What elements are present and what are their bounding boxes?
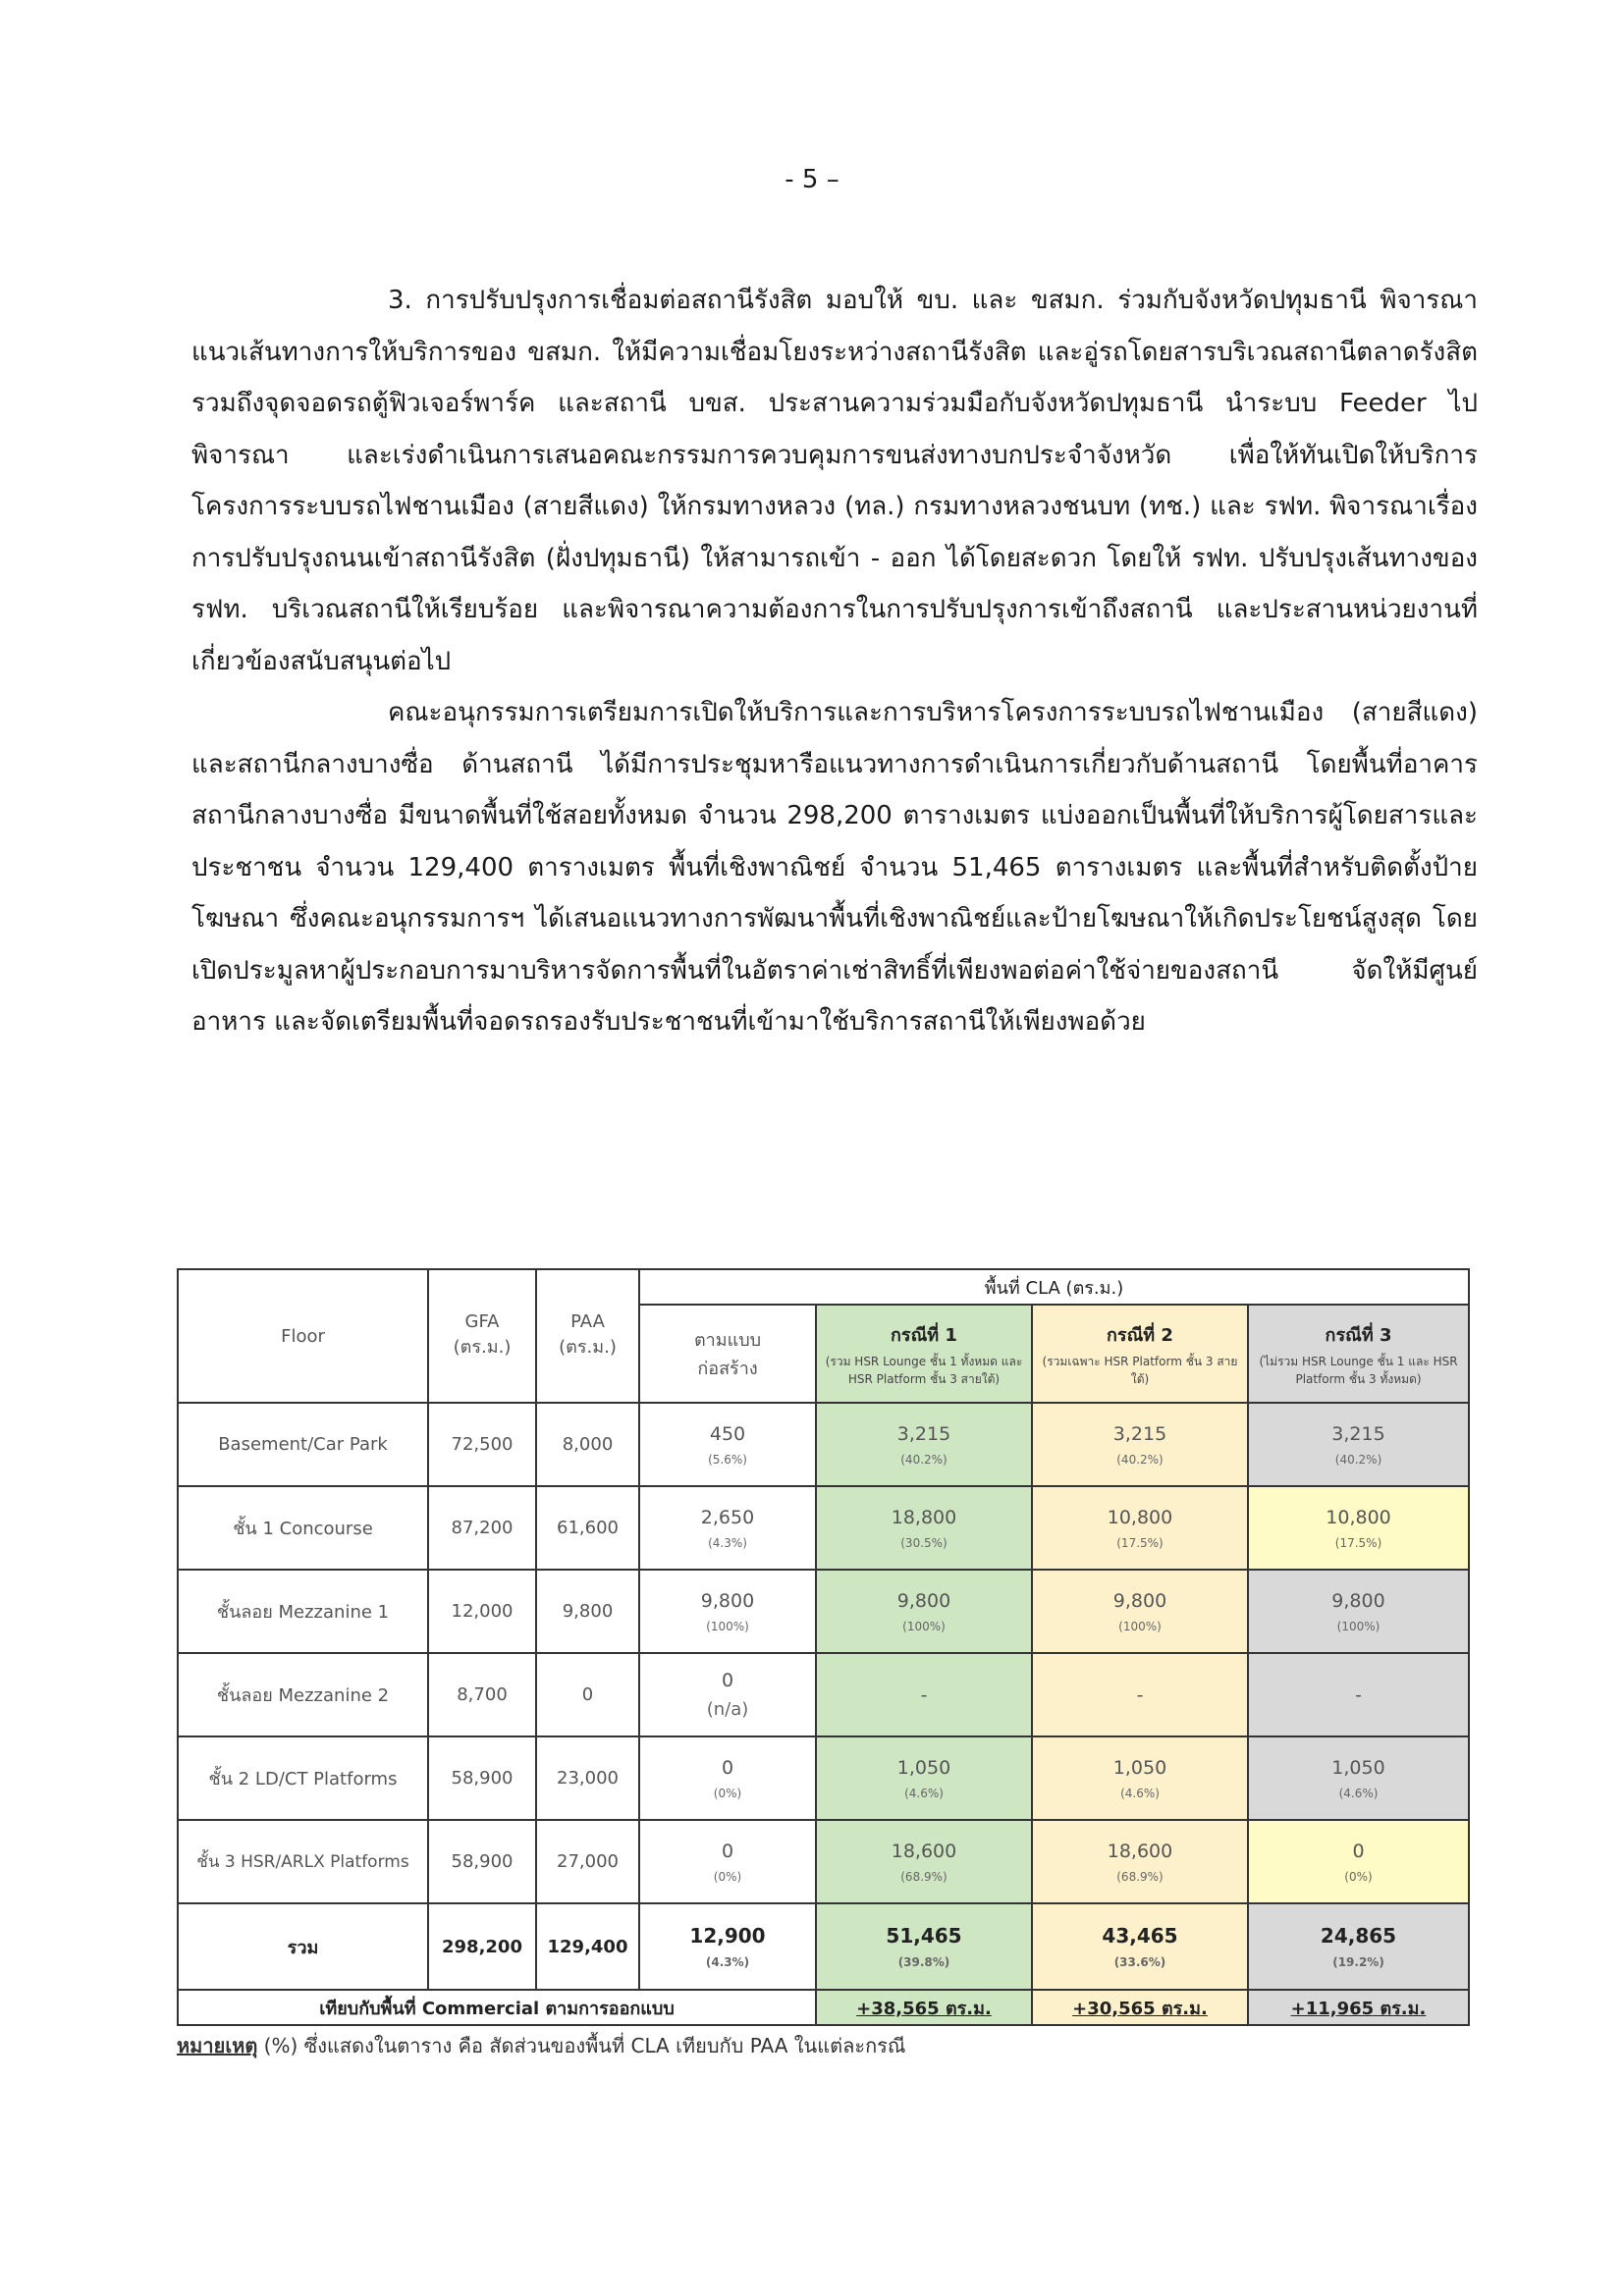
cell-gfa: 87,200 <box>428 1486 536 1570</box>
cell-case2: - <box>1032 1653 1248 1736</box>
cell-paa: 61,600 <box>536 1486 639 1570</box>
cell-gfa: 72,500 <box>428 1403 536 1486</box>
cell-paa: 23,000 <box>536 1736 639 1820</box>
header-case2: กรณีที่ 2 (รวมเฉพาะ HSR Platform ชั้น 3 สายใต้) <box>1032 1305 1248 1403</box>
header-gfa: GFA (ตร.ม.) <box>428 1269 536 1403</box>
cell-comparison-label: เทียบกับพื้นที่ Commercial ตามการออกแบบ <box>178 1990 816 2025</box>
cell-case3: 10,800 (17.5%) <box>1248 1486 1469 1570</box>
paragraph-bangsue-station: คณะอนุกรรมการเตรียมการเปิดให้บริการและการบริหารโครงการระบบรถไฟชานเมือง (สายสีแดง) และสถานีกลางบางซื่อ ด้านสถานี ได้มีการประชุมหารือแนวทางการดำเนินการเกี่ยวกับด้านสถานี โดยพื้นที่อาคารสถานีกลางบางซื่อ มีขนาดพื้นที่ใช้สอยทั้งหมด จำนวน 298,200 ตารางเมตร แบ่งออกเป็นพื้นที่ให้บริการผู้โดยสารและประชาชน จำนวน 129,400 ตารางเมตร พื้นที่เชิงพาณิชย์ จำนวน 51,465 ตารางเมตร และพื้นที่สำหรับติดตั้งป้ายโฆษณา ซึ่งคณะอนุกรรมการฯ ได้เสนอแนวทางการพัฒนาพื้นที่เชิงพาณิชย์และป้ายโฆษณาให้เกิดประโยชน์สูงสุด โดยเปิดประมูลหาผู้ประกอบการมาบริหารจัดการพื้นที่ในอัตราค่าเช่าสิทธิ์ที่เพียงพอต่อค่าใช้จ่ายของสถานี จัดให้มีศูนย์อาหาร และจัดเตรียมพื้นที่จอดรถรองรับประชาชนที่เข้ามาใช้บริการสถานีให้เพียงพอด้วย <box>191 698 1478 1037</box>
cell-paa: 0 <box>536 1653 639 1736</box>
cell-gfa: 58,900 <box>428 1736 536 1820</box>
header-case3: กรณีที่ 3 (ไม่รวม HSR Lounge ชั้น 1 และ HSR Platform ชั้น 3 ทั้งหมด) <box>1248 1305 1469 1403</box>
table-note <box>177 2030 905 2061</box>
table-row-ld-ct-platforms <box>178 1736 1469 1820</box>
cell-case1: - <box>816 1653 1032 1736</box>
cell-comparison-case3: +11,965 ตร.ม. <box>1248 1990 1469 2025</box>
cell-comparison-case2: +30,565 ตร.ม. <box>1032 1990 1248 2025</box>
cla-area-table-wrapper <box>177 1268 1468 2026</box>
cell-case1: 18,600 (68.9%) <box>816 1820 1032 1903</box>
header-case1: กรณีที่ 1 (รวม HSR Lounge ชั้น 1 ทั้งหมด และ HSR Platform ชั้น 3 สายใต้) <box>816 1305 1032 1403</box>
cell-case3: 1,050 (4.6%) <box>1248 1736 1469 1820</box>
cell-case3: 9,800 (100%) <box>1248 1570 1469 1653</box>
cell-design: 0 (0%) <box>639 1820 816 1903</box>
cell-case1: 1,050 (4.6%) <box>816 1736 1032 1820</box>
cell-floor: ชั้นลอย Mezzanine 1 <box>178 1570 428 1653</box>
cell-floor: Basement/Car Park <box>178 1403 428 1486</box>
cell-case2: 1,050 (4.6%) <box>1032 1736 1248 1820</box>
header-design: ตามแบบก่อสร้าง <box>639 1305 816 1403</box>
header-paa: PAA (ตร.ม.) <box>536 1269 639 1403</box>
cell-case2: 9,800 (100%) <box>1032 1570 1248 1653</box>
cell-case2: 18,600 (68.9%) <box>1032 1820 1248 1903</box>
cell-case3: 0 (0%) <box>1248 1820 1469 1903</box>
cell-design: 0 (n/a) <box>639 1653 816 1736</box>
cell-design: 9,800 (100%) <box>639 1570 816 1653</box>
cell-gfa: 58,900 <box>428 1820 536 1903</box>
cell-design: 2,650 (4.3%) <box>639 1486 816 1570</box>
cell-design: 12,900 (4.3%) <box>639 1903 816 1990</box>
cell-paa: 129,400 <box>536 1903 639 1990</box>
cell-design: 0 (0%) <box>639 1736 816 1820</box>
header-cla-group: พื้นที่ CLA (ตร.ม.) <box>639 1269 1469 1305</box>
cell-gfa: 8,700 <box>428 1653 536 1736</box>
cell-paa: 8,000 <box>536 1403 639 1486</box>
cell-case1: 18,800 (30.5%) <box>816 1486 1032 1570</box>
cell-case3: 24,865 (19.2%) <box>1248 1903 1469 1990</box>
table-row-basement <box>178 1403 1469 1486</box>
table-row-mezzanine1 <box>178 1570 1469 1653</box>
cell-case1: 3,215 (40.2%) <box>816 1403 1032 1486</box>
cell-design: 450 (5.6%) <box>639 1403 816 1486</box>
table-row-mezzanine2 <box>178 1653 1469 1736</box>
table-row-total <box>178 1903 1469 1990</box>
note-label: หมายเหตุ <box>177 2034 258 2057</box>
cell-case1: 51,465 (39.8%) <box>816 1903 1032 1990</box>
cell-floor: ชั้น 3 HSR/ARLX Platforms <box>178 1820 428 1903</box>
header-floor: Floor <box>178 1269 428 1403</box>
cell-case2: 10,800 (17.5%) <box>1032 1486 1248 1570</box>
paragraph-rangsit-connection: 3. การปรับปรุงการเชื่อมต่อสถานีรังสิต มอบให้ ขบ. และ ขสมก. ร่วมกับจังหวัดปทุมธานี พิจารณาแนวเส้นทางการให้บริการของ ขสมก. ให้มีความเชื่อมโยงระหว่างสถานีรังสิต และอู่รถโดยสารบริเวณสถานีตลาดรังสิต รวมถึงจุดจอดรถตู้ฟิวเจอร์พาร์ค และสถานี บขส. ประสานความร่วมมือกับจังหวัดปทุมธานี นำระบบ Feeder ไปพิจารณา และเร่งดำเนินการเสนอคณะกรรมการควบคุมการขนส่งทางบกประจำจังหวัด เพื่อให้ทันเปิดให้บริการโครงการระบบรถไฟชานเมือง (สายสีแดง) ให้กรมทางหลวง (ทล.) กรมทางหลวงชนบท (ทช.) และ รฟท. พิจารณาเรื่องการปรับปรุงถนนเข้าสถานีรังสิต (ฝั่งปทุมธานี) ให้สามารถเข้า - ออก ได้โดยสะดวก โดยให้ รฟท. ปรับปรุงเส้นทางของ รฟท. บริเวณสถานีให้เรียบร้อย และพิจารณาความต้องการในการปรับปรุงการเข้าถึงสถานี และประสานหน่วยงานที่เกี่ยวข้องสนับสนุนต่อไป <box>191 286 1478 676</box>
cell-case3: 3,215 (40.2%) <box>1248 1403 1469 1486</box>
cell-case3: - <box>1248 1653 1469 1736</box>
table-row-concourse <box>178 1486 1469 1570</box>
cell-paa: 9,800 <box>536 1570 639 1653</box>
cell-case2: 43,465 (33.6%) <box>1032 1903 1248 1990</box>
table-row-comparison <box>178 1990 1469 2025</box>
note-text: (%) ซึ่งแสดงในตาราง คือ สัดส่วนของพื้นที่ CLA เทียบกับ PAA ในแต่ละกรณี <box>257 2034 906 2057</box>
page-number: - 5 – <box>785 165 839 194</box>
cell-floor: รวม <box>178 1903 428 1990</box>
cell-floor: ชั้นลอย Mezzanine 2 <box>178 1653 428 1736</box>
cell-floor: ชั้น 1 Concourse <box>178 1486 428 1570</box>
cell-comparison-case1: +38,565 ตร.ม. <box>816 1990 1032 2025</box>
cell-gfa: 12,000 <box>428 1570 536 1653</box>
cell-case1: 9,800 (100%) <box>816 1570 1032 1653</box>
document-body <box>191 275 1478 1048</box>
cell-gfa: 298,200 <box>428 1903 536 1990</box>
cell-case2: 3,215 (40.2%) <box>1032 1403 1248 1486</box>
cla-area-table <box>177 1268 1470 2026</box>
table-row-hsr-arlx-platforms <box>178 1820 1469 1903</box>
cell-floor: ชั้น 2 LD/CT Platforms <box>178 1736 428 1820</box>
cell-paa: 27,000 <box>536 1820 639 1903</box>
